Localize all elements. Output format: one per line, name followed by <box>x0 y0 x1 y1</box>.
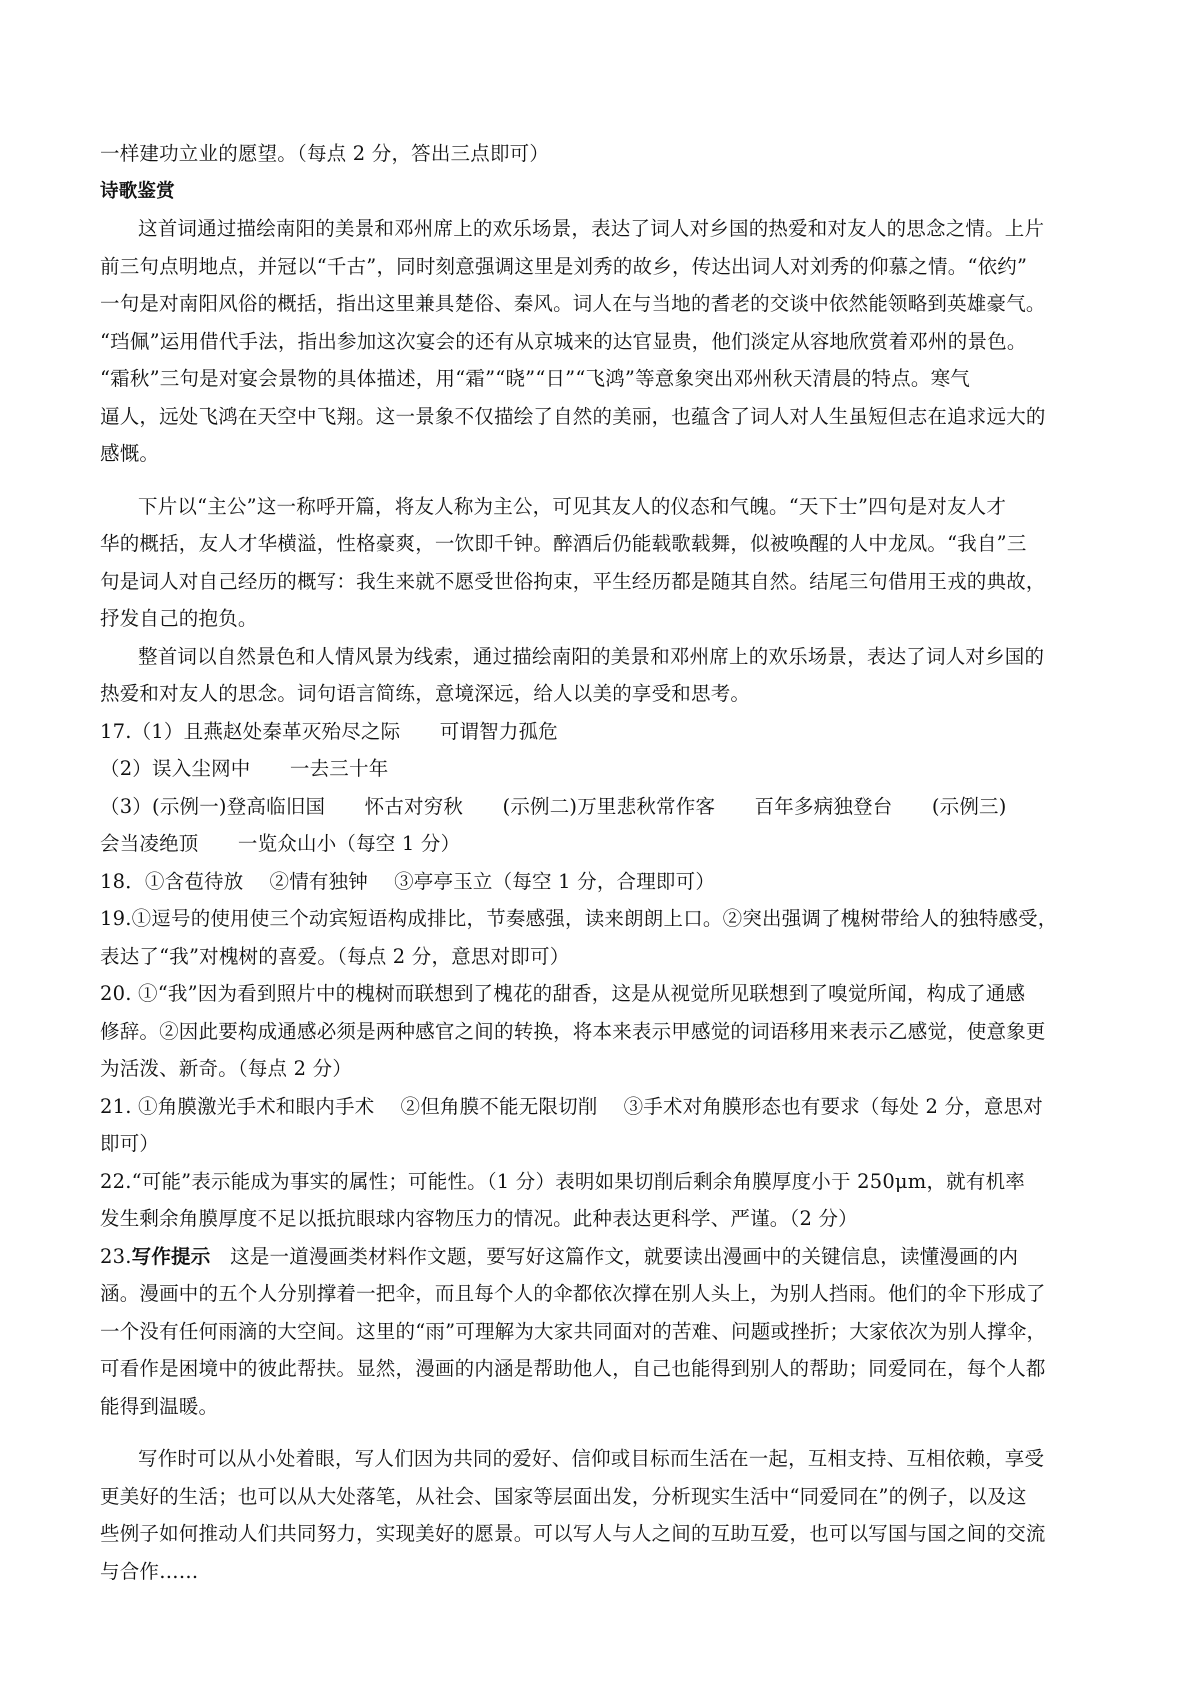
paragraph-first-line: 写作时可以从小处着眼，写人们因为共同的爱好、信仰或目标而生活在一起，互相支持、互相依赖，享受 <box>138 1447 1045 1470</box>
section-heading: 诗歌鉴赏 <box>100 180 175 202</box>
text-line: 19.①逗号的使用使三个动宾短语构成排比，节奏感强，读来朗朗上口。②突出强调了槐树带给人的独特感受， <box>100 907 1058 930</box>
text-line: 一个没有任何雨滴的大空间。这里的“雨”可理解为大家共同面对的苦难、问题或挫折；大家依次为别人撑伞， <box>100 1319 1047 1343</box>
answer-text-body <box>100 135 1112 1590</box>
writing-tip-line <box>100 1238 1112 1276</box>
text-line: 即可） <box>100 1132 160 1155</box>
text-line: 18．①含苞待放 ②情有独钟 ③亭亭玉立（每空 1 分，合理即可） <box>100 869 716 893</box>
text-line: 20. ①“我”因为看到照片中的槐树而联想到了槐花的甜香，这是从视觉所见联想到了嗅觉所闻，构成了通感 <box>100 982 1026 1005</box>
text-line: 感慨。 <box>100 442 160 465</box>
text-line: 17.（1）且燕赵处秦革灭殆尽之际 可谓智力孤危 <box>100 719 558 743</box>
text-line: 前三句点明地点，并冠以“千古”，同时刻意强调这里是刘秀的故乡，传达出词人对刘秀的仰慕之情。“依约” <box>100 254 1028 278</box>
text-line: 21. ①角膜激光手术和眼内手术 ②但角膜不能无限切削 ③手术对角膜形态也有要求（每处 2 分，意思对 <box>100 1094 1044 1118</box>
paragraph-first-line: 整首词以自然景色和人情风景为线索，通过描绘南阳的美景和邓州席上的欢乐场景，表达了词人对乡国的 <box>138 644 1045 668</box>
text-line: 华的概括，友人才华横溢，性格豪爽，一饮即千钟。醉酒后仍能载歌载舞，似被唤醒的人中龙凤。“我自”三 <box>100 532 1027 555</box>
text-line: 更美好的生活；也可以从大处落笔，从社会、国家等层面出发，分析现实生活中“同爱同在”的例子，以及这 <box>100 1484 1027 1508</box>
text-line: 能得到温暖。 <box>100 1394 219 1418</box>
writing-tip-text: 这是一道漫画类材料作文题，要写好这篇作文，就要读出漫画中的关键信息，读懂漫画的内 <box>230 1244 1019 1268</box>
paragraph-first-line: 下片以“主公”这一称呼开篇，将友人称为主公，可见其友人的仪态和气魄。“天下士”四句是对友人才 <box>138 494 1007 518</box>
text-line: “霜秋”三句是对宴会景物的具体描述，用“霜”“晓”“日”“飞鸿”等意象突出邓州秋天清晨的特点。寒气 <box>100 367 970 390</box>
text-line: 些例子如何推动人们共同努力，实现美好的愿景。可以写人与人之间的互助互爱，也可以写国与国之间的交流 <box>100 1522 1046 1545</box>
text-line: 抒发自己的抱负。 <box>100 607 258 630</box>
writing-tip-label: 写作提示 <box>131 1244 211 1268</box>
text-line: 一句是对南阳风俗的概括，指出这里兼具楚俗、秦风。词人在与当地的耆老的交谈中依然能领略到英雄豪气。 <box>100 292 1046 315</box>
text-line: 表达了“我”对槐树的喜爱。（每点 2 分，意思对即可） <box>100 944 570 968</box>
text-line: 会当凌绝顶 一览众山小（每空 1 分） <box>100 832 461 855</box>
text-line: 发生剩余角膜厚度不足以抵抗眼球内容物压力的情况。此种表达更科学、严谨。（2 分） <box>100 1207 858 1230</box>
paragraph-first-line: 这首词通过描绘南阳的美景和邓州席上的欢乐场景，表达了词人对乡国的热爱和对友人的思念之情。上片 <box>138 217 1045 240</box>
text-line: （2）误入尘网中 一去三十年 <box>100 757 389 780</box>
text-line: 逼人，远处飞鸿在天空中飞翔。这一景象不仅描绘了自然的美丽，也蕴含了词人对人生虽短但志在追求远大的 <box>100 404 1046 428</box>
question-number: 23. <box>100 1244 132 1268</box>
text-line: 修辞。②因此要构成通感必须是两种感官之间的转换，将本来表示甲感觉的词语移用来表示乙感觉，使意象更 <box>100 1019 1046 1043</box>
text-line: 与合作…… <box>100 1559 199 1583</box>
text-line: 可看作是困境中的彼此帮扶。显然，漫画的内涵是帮助他人，自己也能得到别人的帮助；同爱同在，每个人都 <box>100 1357 1046 1380</box>
text-line: 句是词人对自己经历的概写：我生来就不愿受世俗拘束，平生经历都是随其自然。结尾三句借用王戎的典故， <box>100 569 1046 593</box>
text-line: 一样建功立业的愿望。（每点 2 分，答出三点即可） <box>100 142 550 165</box>
text-line: “珰佩”运用借代手法，指出参加这次宴会的还有从京城来的达官显贵，他们淡定从容地欣赏着邓州的景色。 <box>100 329 1027 353</box>
text-line: 热爱和对友人的思念。词句语言简练，意境深远，给人以美的享受和思考。 <box>100 682 751 705</box>
text-line: 涵。漫画中的五个人分别撑着一把伞，而且每个人的伞都依次撑在别人头上，为别人挡雨。他们的伞下形成了 <box>100 1282 1046 1305</box>
text-line: 22.“可能”表示能成为事实的属性；可能性。（1 分）表明如果切削后剩余角膜厚度小于 250μm，就有机率 <box>100 1169 1025 1193</box>
text-line: （3）(示例一)登高临旧国 怀古对穷秋 (示例二)万里悲秋常作客 百年多病独登台 (示例三) <box>100 794 1007 818</box>
text-line: 为活泼、新奇。（每点 2 分） <box>100 1057 353 1080</box>
